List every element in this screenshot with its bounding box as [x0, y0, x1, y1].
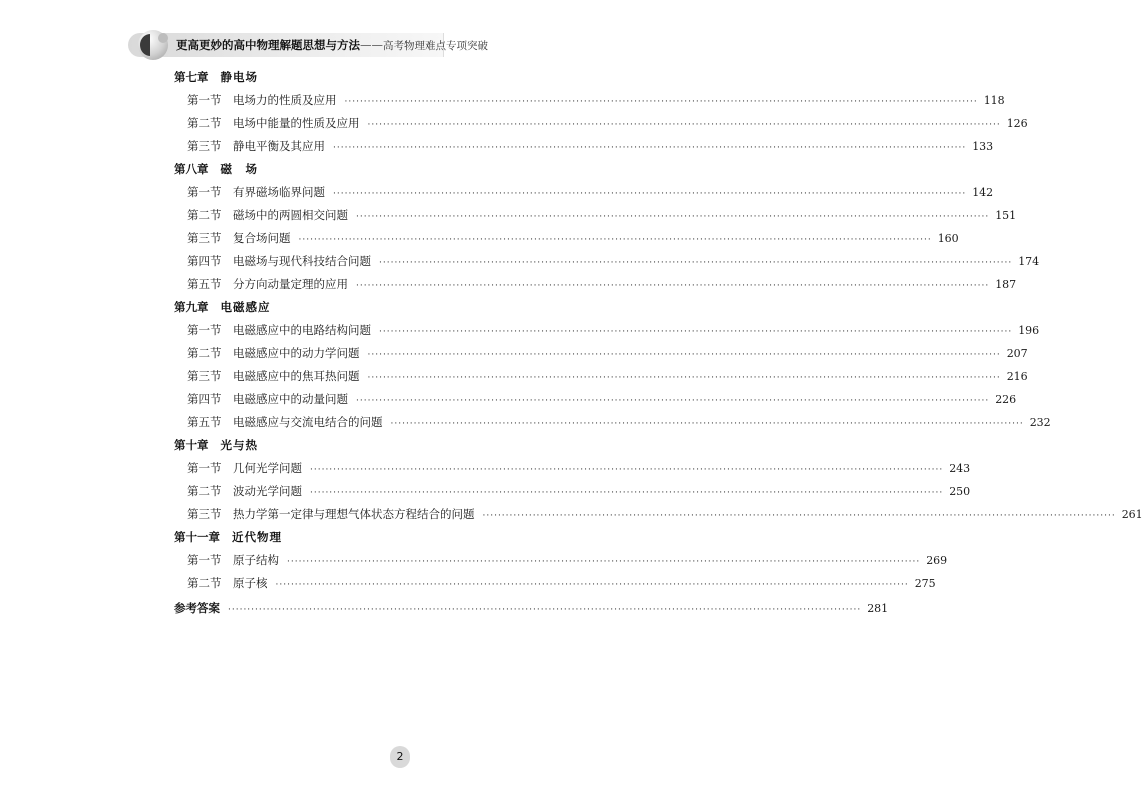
section-title: 电磁感应中的焦耳热问题 — [233, 369, 360, 383]
toc-entry[interactable] — [174, 135, 994, 158]
chapter-number: 第九章 — [174, 300, 209, 314]
section-title: 分方向动量定理的应用 — [233, 277, 348, 291]
dot-leader — [368, 114, 1001, 137]
section-number: 第二节 — [187, 116, 222, 130]
section-page-number: 133 — [972, 140, 994, 153]
chapter-heading — [174, 526, 626, 549]
section-page-number: 243 — [949, 462, 971, 475]
toc-entry[interactable] — [174, 273, 1017, 296]
section-page-number: 261 — [1121, 508, 1143, 521]
toc-entry[interactable] — [174, 89, 1005, 112]
chapter-number: 第八章 — [174, 162, 209, 176]
chapter-heading — [174, 158, 626, 181]
section-title: 波动光学问题 — [233, 484, 302, 498]
section-number: 第三节 — [187, 369, 222, 383]
section-number: 第三节 — [187, 139, 222, 153]
section-page-number: 174 — [1018, 255, 1040, 268]
section-number: 第二节 — [187, 346, 222, 360]
section-title: 电磁感应中的动量问题 — [233, 392, 348, 406]
dot-leader — [356, 206, 989, 229]
dot-leader — [379, 321, 1012, 344]
section-title: 电磁感应与交流电结合的问题 — [233, 415, 383, 429]
chapter-title: 光与热 — [220, 438, 258, 452]
section-title: 热力学第一定律与理想气体状态方程结合的问题 — [233, 507, 475, 521]
section-number: 第一节 — [187, 93, 222, 107]
section-number: 第五节 — [187, 415, 222, 429]
section-title: 电磁感应中的动力学问题 — [233, 346, 360, 360]
chapter-title: 近代物理 — [232, 530, 282, 544]
chapter-title: 电磁感应 — [220, 300, 271, 314]
chapter-title: 磁 场 — [220, 162, 258, 176]
toc-entry[interactable] — [174, 388, 1017, 411]
answers-title: 参考答案 — [174, 601, 220, 615]
section-number: 第一节 — [187, 323, 222, 337]
section-number: 第四节 — [187, 254, 222, 268]
toc-entry[interactable] — [174, 204, 1017, 227]
section-page-number: 275 — [914, 577, 936, 590]
section-number: 第二节 — [187, 484, 222, 498]
dot-leader — [345, 91, 978, 114]
dot-leader — [391, 413, 1024, 436]
dot-leader — [276, 574, 909, 597]
section-number: 第二节 — [187, 208, 222, 222]
section-title: 电场力的性质及应用 — [233, 93, 337, 107]
chapter-number: 第十一章 — [174, 530, 220, 544]
section-title: 电场中能量的性质及应用 — [233, 116, 360, 130]
running-header — [128, 30, 488, 60]
chapter-title: 静电场 — [220, 70, 258, 84]
dot-leader — [356, 390, 989, 413]
section-page-number: 118 — [983, 94, 1005, 107]
page-number: 2 — [390, 746, 410, 768]
section-number: 第三节 — [187, 507, 222, 521]
toc-entry[interactable] — [174, 411, 1051, 434]
chapter-heading — [174, 296, 626, 319]
section-page-number: 207 — [1006, 347, 1028, 360]
section-page-number: 232 — [1029, 416, 1051, 429]
toc-entry[interactable] — [174, 457, 971, 480]
section-title: 几何光学问题 — [233, 461, 302, 475]
section-title: 电磁感应中的电路结构问题 — [233, 323, 371, 337]
section-title: 磁场中的两圆相交问题 — [233, 208, 348, 222]
section-page-number: 216 — [1006, 370, 1028, 383]
toc-entry[interactable] — [174, 365, 1028, 388]
dot-leader — [310, 482, 943, 505]
chapter-heading — [174, 66, 626, 89]
toc-entry[interactable] — [174, 503, 1143, 526]
dot-leader — [379, 252, 1012, 275]
toc-entry[interactable] — [174, 181, 994, 204]
toc-entry[interactable] — [174, 480, 971, 503]
chapter-number: 第十章 — [174, 438, 209, 452]
section-number: 第五节 — [187, 277, 222, 291]
book-subtitle: 高考物理难点专项突破 — [383, 40, 488, 52]
section-page-number: 196 — [1018, 324, 1040, 337]
chapter-heading — [174, 434, 626, 457]
toc-entry[interactable] — [174, 112, 1028, 135]
section-title: 静电平衡及其应用 — [233, 139, 325, 153]
section-page-number: 160 — [937, 232, 959, 245]
section-number: 第一节 — [187, 185, 222, 199]
dot-leader — [368, 367, 1001, 390]
book-title: 更高更妙的高中物理解题思想与方法 — [176, 38, 360, 52]
dot-leader — [228, 599, 861, 622]
dot-leader — [299, 229, 932, 252]
section-title: 有界磁场临界问题 — [233, 185, 325, 199]
section-page-number: 250 — [949, 485, 971, 498]
dot-leader — [483, 505, 1116, 528]
dot-leader — [333, 183, 966, 206]
toc-entry[interactable] — [174, 319, 1040, 342]
section-page-number: 269 — [926, 554, 948, 567]
toc-entry-answers[interactable] — [174, 597, 889, 620]
section-title: 原子核 — [233, 576, 268, 590]
section-title: 电磁场与现代科技结合问题 — [233, 254, 371, 268]
answers-page-number: 281 — [867, 602, 889, 615]
header-text — [176, 37, 488, 53]
toc-entry[interactable] — [174, 227, 959, 250]
section-title: 原子结构 — [233, 553, 279, 567]
toc-entry[interactable] — [174, 549, 948, 572]
section-page-number: 126 — [1006, 117, 1028, 130]
dot-leader — [287, 551, 920, 574]
dot-leader — [356, 275, 989, 298]
section-page-number: 142 — [972, 186, 994, 199]
chapter-number: 第七章 — [174, 70, 209, 84]
dot-leader — [368, 344, 1001, 367]
table-of-contents — [174, 66, 1143, 620]
header-dot-decoration — [158, 33, 168, 43]
section-number: 第一节 — [187, 461, 222, 475]
toc-entry[interactable] — [174, 572, 936, 595]
section-page-number: 151 — [995, 209, 1017, 222]
section-title: 复合场问题 — [233, 231, 291, 245]
header-dash: —— — [360, 38, 383, 52]
dot-leader — [333, 137, 966, 160]
toc-entry[interactable] — [174, 250, 1040, 273]
dot-leader — [310, 459, 943, 482]
section-number: 第四节 — [187, 392, 222, 406]
section-number: 第一节 — [187, 553, 222, 567]
section-number: 第三节 — [187, 231, 222, 245]
toc-entry[interactable] — [174, 342, 1028, 365]
section-page-number: 226 — [995, 393, 1017, 406]
section-page-number: 187 — [995, 278, 1017, 291]
section-number: 第二节 — [187, 576, 222, 590]
